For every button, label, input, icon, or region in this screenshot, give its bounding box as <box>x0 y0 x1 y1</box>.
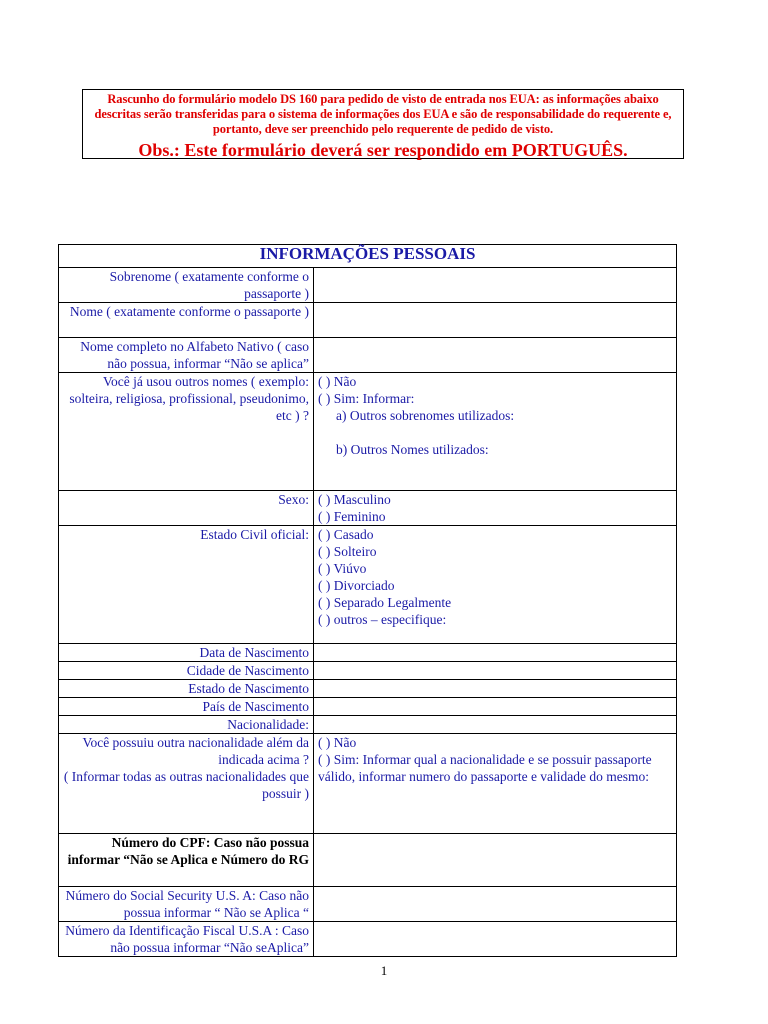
marital-status-options <box>314 526 677 644</box>
birth-city-field[interactable] <box>314 662 677 680</box>
other-nationality-note: ( Informar todas as outras nacionalidades que possuir ) <box>63 769 309 801</box>
nationality-field[interactable] <box>314 716 677 734</box>
birth-state-label: Estado de Nascimento <box>59 680 314 698</box>
other-names-no-option[interactable]: ( ) Não <box>318 374 357 389</box>
sex-label: Sexo: <box>59 491 314 526</box>
cpf-label: Número do CPF: Caso não possua informar “Não se Aplica e Número do RG <box>59 834 314 887</box>
birth-city-label: Cidade de Nascimento <box>59 662 314 680</box>
native-name-label: Nome completo no Alfabeto Nativo ( caso não possua, informar “Não se aplica” <box>59 338 314 373</box>
table-row <box>59 716 677 734</box>
marital-other-option[interactable]: ( ) outros – especifique: <box>318 612 447 627</box>
table-row <box>59 922 677 957</box>
other-nationality-label <box>59 734 314 834</box>
marital-single-option[interactable]: ( ) Solteiro <box>318 544 377 559</box>
tax-id-label: Número da Identificação Fiscal U.S.A : Caso não possua informar “Não seAplica” <box>59 922 314 957</box>
table-row <box>59 680 677 698</box>
instructions-text: Rascunho do formulário modelo DS 160 para pedido de visto de entrada nos EUA: as informações abaixo descritas serão transferidas para o sistema de informações dos EUA e são de responsabilidade do requerente e, portanto, deve ser preenchido pelo requerente de pedido de visto. <box>94 92 672 137</box>
birth-country-field[interactable] <box>314 698 677 716</box>
portuguese-notice: Obs.: Este formulário deverá ser respondido em PORTUGUÊS. <box>138 139 628 160</box>
sex-male-option[interactable]: ( ) Masculino <box>318 492 391 507</box>
name-field[interactable] <box>314 303 677 338</box>
table-row <box>59 887 677 922</box>
marital-widowed-option[interactable]: ( ) Viúvo <box>318 561 367 576</box>
page-number: 1 <box>380 963 388 978</box>
birth-date-label: Data de Nascimento <box>59 644 314 662</box>
surname-field[interactable] <box>314 268 677 303</box>
sex-options <box>314 491 677 526</box>
other-names-yes-option[interactable]: ( ) Sim: Informar: <box>318 391 415 406</box>
marital-divorced-option[interactable]: ( ) Divorciado <box>318 578 395 593</box>
marital-status-label: Estado Civil oficial: <box>59 526 314 644</box>
marital-separated-option[interactable]: ( ) Separado Legalmente <box>318 595 452 610</box>
personal-info-table <box>58 244 677 957</box>
tax-id-field[interactable] <box>314 922 677 957</box>
sex-female-option[interactable]: ( ) Feminino <box>318 509 386 524</box>
name-label: Nome ( exatamente conforme o passaporte ) <box>59 303 314 338</box>
ssn-field[interactable] <box>314 887 677 922</box>
cpf-field[interactable] <box>314 834 677 887</box>
section-title: INFORMAÇÕES PESSOAIS <box>59 245 677 268</box>
other-nationality-yes-option[interactable]: ( ) Sim: Informar qual a nacionalidade e se possuir passaporte válido, informar numero do passaporte e validade do mesmo: <box>318 752 652 784</box>
table-row <box>59 491 677 526</box>
surname-label: Sobrenome ( exatamente conforme o passaporte ) <box>59 268 314 303</box>
native-name-field[interactable] <box>314 338 677 373</box>
other-names-prompt: b) Outros Nomes utilizados: <box>336 442 489 457</box>
table-row <box>59 268 677 303</box>
other-names-label: Você já usou outros nomes ( exemplo: solteira, religiosa, profissional, pseudonimo, etc ) ? <box>59 373 314 491</box>
other-nationality-options <box>314 734 677 834</box>
table-row <box>59 303 677 338</box>
other-surnames-prompt: a) Outros sobrenomes utilizados: <box>336 408 515 423</box>
table-row <box>59 526 677 644</box>
table-row <box>59 644 677 662</box>
table-row <box>59 734 677 834</box>
ssn-label: Número do Social Security U.S. A: Caso não possua informar “ Não se Aplica “ <box>59 887 314 922</box>
other-names-options <box>314 373 677 491</box>
other-nationality-question: Você possuiu outra nacionalidade além da indicada acima ? <box>82 735 309 767</box>
marital-married-option[interactable]: ( ) Casado <box>318 527 374 542</box>
table-row <box>59 373 677 491</box>
birth-state-field[interactable] <box>314 680 677 698</box>
table-row <box>59 834 677 887</box>
table-row <box>59 698 677 716</box>
birth-country-label: País de Nascimento <box>59 698 314 716</box>
other-nationality-no-option[interactable]: ( ) Não <box>318 735 357 750</box>
instructions-box <box>82 89 684 159</box>
table-row <box>59 662 677 680</box>
table-row <box>59 338 677 373</box>
nationality-label: Nacionalidade: <box>59 716 314 734</box>
birth-date-field[interactable] <box>314 644 677 662</box>
